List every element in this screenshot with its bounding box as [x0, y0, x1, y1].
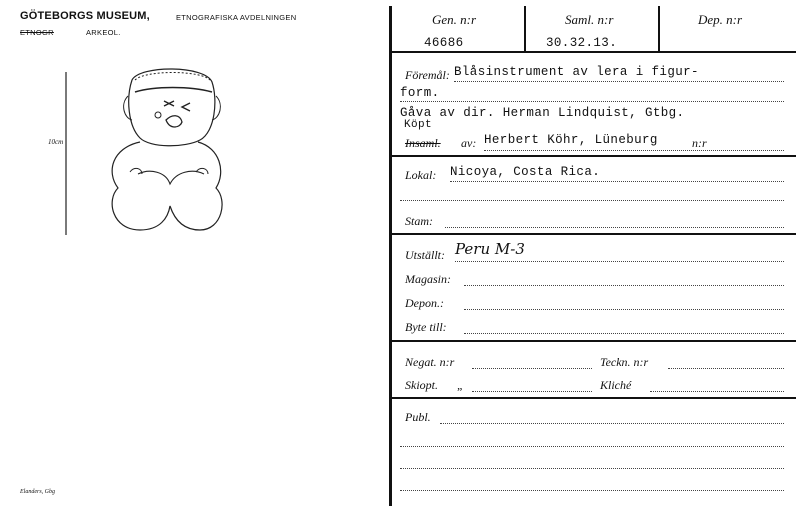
- kopt-value: Köpt: [404, 119, 433, 131]
- header-row-line: [391, 51, 796, 53]
- divider-utstallt: [391, 340, 796, 342]
- nr-label: n:r: [692, 136, 707, 150]
- gava-value: Gåva av dir. Herman Lindquist, Gtbg.: [400, 106, 685, 120]
- saml-nr-label: Saml. n:r: [565, 12, 614, 27]
- divider-negat: [391, 397, 796, 399]
- utstallt-label: Utställt:: [405, 248, 446, 262]
- skiopt-label: Skiopt.: [405, 378, 438, 392]
- column-divider-2: [658, 6, 660, 51]
- av-label: av:: [461, 136, 477, 150]
- department-name: ETNOGRAFISKA AVDELNINGEN: [176, 13, 297, 22]
- insamlat-label: Insaml.: [405, 136, 441, 150]
- panel-left-border: [389, 6, 392, 506]
- kliche-label: Kliché: [600, 378, 632, 392]
- printer-mark: Elanders, Gbg: [20, 489, 55, 495]
- lokal-label: Lokal:: [405, 168, 437, 182]
- byte-till-label: Byte till:: [405, 320, 447, 334]
- insamlat-value: Herbert Köhr, Lüneburg: [484, 133, 658, 147]
- depon-label: Depon.:: [405, 296, 444, 310]
- magasin-label: Magasin:: [405, 272, 451, 286]
- sub-right-arkeol: ARKEOL.: [86, 28, 121, 37]
- foremal-value-line2: form.: [400, 86, 440, 100]
- divider-foremal: [391, 155, 796, 157]
- museum-name: GÖTEBORGS MUSEUM,: [20, 10, 150, 22]
- foremal-label: Föremål:: [405, 68, 450, 82]
- scale-label: 10cm: [48, 138, 64, 146]
- gen-nr-value: 46686: [424, 36, 464, 50]
- dep-nr-label: Dep. n:r: [698, 12, 743, 27]
- publ-label: Publ.: [405, 410, 431, 424]
- sub-left-etnogr: ETNOGR: [20, 28, 54, 37]
- skiopt-mark: „: [457, 378, 464, 392]
- saml-nr-value: 30.32.13.: [546, 36, 618, 50]
- teckn-nr-label: Teckn. n:r: [600, 355, 649, 369]
- divider-lokal: [391, 233, 796, 235]
- column-divider-1: [524, 6, 526, 51]
- negat-nr-label: Negat. n:r: [405, 355, 455, 369]
- stam-label: Stam:: [405, 214, 433, 228]
- foremal-value-line1: Blåsinstrument av lera i figur-: [454, 65, 699, 79]
- lokal-value: Nicoya, Costa Rica.: [450, 165, 601, 179]
- utstallt-value: Peru M-3: [455, 240, 525, 258]
- gen-nr-label: Gen. n:r: [432, 12, 477, 27]
- figure-sketch: [40, 60, 240, 240]
